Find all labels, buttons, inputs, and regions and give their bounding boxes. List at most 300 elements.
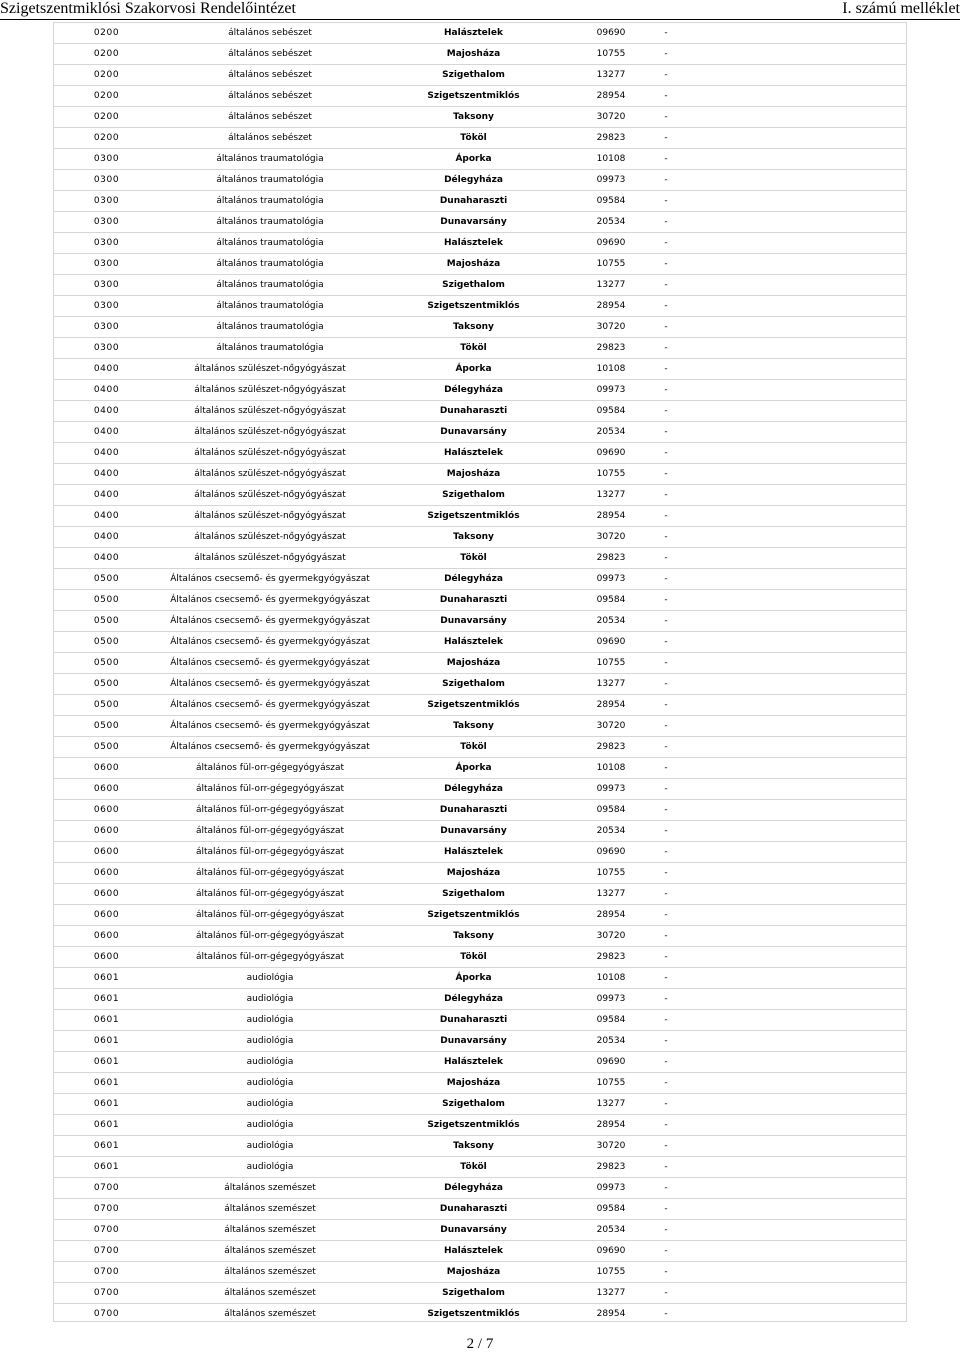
municipality-cell: Szigethalom xyxy=(381,65,566,86)
empty-cell xyxy=(676,170,907,191)
note-cell: - xyxy=(656,779,676,800)
ksh-code-cell: 13277 xyxy=(566,485,656,506)
note-cell: - xyxy=(656,884,676,905)
note-cell: - xyxy=(656,212,676,233)
specialty-code-cell: 0300 xyxy=(54,212,159,233)
note-cell: - xyxy=(656,905,676,926)
note-cell: - xyxy=(656,149,676,170)
empty-cell xyxy=(676,737,907,758)
ksh-code-cell: 09973 xyxy=(566,779,656,800)
note-cell: - xyxy=(656,380,676,401)
table-row xyxy=(54,149,907,170)
ksh-code-cell: 09973 xyxy=(566,380,656,401)
specialty-code-cell: 0500 xyxy=(54,653,159,674)
municipality-cell: Majosháza xyxy=(381,1262,566,1283)
specialty-code-cell: 0400 xyxy=(54,548,159,569)
note-cell: - xyxy=(656,86,676,107)
empty-cell xyxy=(676,632,907,653)
note-cell: - xyxy=(656,863,676,884)
empty-cell xyxy=(676,716,907,737)
ksh-code-cell: 30720 xyxy=(566,107,656,128)
ksh-code-cell: 09690 xyxy=(566,23,656,44)
municipality-cell: Dunaharaszti xyxy=(381,1199,566,1220)
specialty-code-cell: 0600 xyxy=(54,926,159,947)
empty-cell xyxy=(676,905,907,926)
municipality-cell: Szigethalom xyxy=(381,485,566,506)
ksh-code-cell: 20534 xyxy=(566,1220,656,1241)
ksh-code-cell: 20534 xyxy=(566,212,656,233)
specialty-name-cell: általános szülészet-nőgyógyászat xyxy=(159,401,381,422)
header-rule xyxy=(0,19,960,20)
specialty-name-cell: Általános csecsemő- és gyermekgyógyászat xyxy=(159,716,381,737)
table-row xyxy=(54,632,907,653)
empty-cell xyxy=(676,1199,907,1220)
specialty-name-cell: általános fül-orr-gégegyógyászat xyxy=(159,842,381,863)
specialty-code-cell: 0300 xyxy=(54,149,159,170)
table-row xyxy=(54,758,907,779)
ksh-code-cell: 09690 xyxy=(566,842,656,863)
empty-cell xyxy=(676,1073,907,1094)
specialty-name-cell: általános sebészet xyxy=(159,86,381,107)
specialty-name-cell: általános traumatológia xyxy=(159,254,381,275)
empty-cell xyxy=(676,23,907,44)
table-row xyxy=(54,128,907,149)
ksh-code-cell: 28954 xyxy=(566,86,656,107)
specialty-name-cell: általános traumatológia xyxy=(159,317,381,338)
specialty-code-cell: 0601 xyxy=(54,989,159,1010)
note-cell: - xyxy=(656,674,676,695)
ksh-code-cell: 09690 xyxy=(566,1052,656,1073)
empty-cell xyxy=(676,233,907,254)
municipality-cell: Délegyháza xyxy=(381,779,566,800)
specialty-name-cell: audiológia xyxy=(159,1052,381,1073)
note-cell: - xyxy=(656,485,676,506)
empty-cell xyxy=(676,1283,907,1304)
specialty-code-cell: 0600 xyxy=(54,905,159,926)
ksh-code-cell: 13277 xyxy=(566,884,656,905)
municipality-cell: Taksony xyxy=(381,1136,566,1157)
specialty-code-cell: 0400 xyxy=(54,464,159,485)
specialty-name-cell: Általános csecsemő- és gyermekgyógyászat xyxy=(159,632,381,653)
specialty-name-cell: általános fül-orr-gégegyógyászat xyxy=(159,758,381,779)
municipality-cell: Majosháza xyxy=(381,653,566,674)
ksh-code-cell: 13277 xyxy=(566,65,656,86)
specialty-name-cell: általános traumatológia xyxy=(159,233,381,254)
ksh-code-cell: 09584 xyxy=(566,1010,656,1031)
ksh-code-cell: 13277 xyxy=(566,1283,656,1304)
specialty-name-cell: általános szemészet xyxy=(159,1220,381,1241)
specialty-code-cell: 0600 xyxy=(54,821,159,842)
note-cell: - xyxy=(656,233,676,254)
note-cell: - xyxy=(656,65,676,86)
note-cell: - xyxy=(656,443,676,464)
table-row xyxy=(54,926,907,947)
ksh-code-cell: 29823 xyxy=(566,338,656,359)
ksh-code-cell: 29823 xyxy=(566,548,656,569)
note-cell: - xyxy=(656,359,676,380)
table-row xyxy=(54,1241,907,1262)
ksh-code-cell: 13277 xyxy=(566,674,656,695)
specialty-code-cell: 0601 xyxy=(54,1010,159,1031)
ksh-code-cell: 30720 xyxy=(566,926,656,947)
specialty-name-cell: általános szülészet-nőgyógyászat xyxy=(159,464,381,485)
empty-cell xyxy=(676,968,907,989)
table-row xyxy=(54,1220,907,1241)
ksh-code-cell: 20534 xyxy=(566,422,656,443)
municipality-cell: Szigetszentmiklós xyxy=(381,1304,566,1323)
table-row xyxy=(54,989,907,1010)
note-cell: - xyxy=(656,1241,676,1262)
municipality-cell: Majosháza xyxy=(381,254,566,275)
municipality-cell: Áporka xyxy=(381,968,566,989)
specialty-code-cell: 0400 xyxy=(54,443,159,464)
specialty-code-cell: 0300 xyxy=(54,338,159,359)
empty-cell xyxy=(676,128,907,149)
table-row xyxy=(54,527,907,548)
note-cell: - xyxy=(656,191,676,212)
municipality-cell: Halásztelek xyxy=(381,233,566,254)
specialty-name-cell: általános fül-orr-gégegyógyászat xyxy=(159,863,381,884)
empty-cell xyxy=(676,800,907,821)
municipality-cell: Szigethalom xyxy=(381,674,566,695)
note-cell: - xyxy=(656,338,676,359)
municipality-cell: Tököl xyxy=(381,737,566,758)
specialty-name-cell: általános traumatológia xyxy=(159,275,381,296)
note-cell: - xyxy=(656,989,676,1010)
specialty-code-cell: 0500 xyxy=(54,674,159,695)
table-row xyxy=(54,23,907,44)
table-row xyxy=(54,65,907,86)
ksh-code-cell: 10755 xyxy=(566,254,656,275)
municipality-cell: Halásztelek xyxy=(381,632,566,653)
ksh-code-cell: 09584 xyxy=(566,590,656,611)
note-cell: - xyxy=(656,758,676,779)
specialty-code-cell: 0500 xyxy=(54,737,159,758)
empty-cell xyxy=(676,485,907,506)
specialty-code-cell: 0300 xyxy=(54,317,159,338)
specialty-code-cell: 0400 xyxy=(54,527,159,548)
note-cell: - xyxy=(656,716,676,737)
ksh-code-cell: 28954 xyxy=(566,506,656,527)
specialty-code-cell: 0601 xyxy=(54,1052,159,1073)
specialty-code-cell: 0300 xyxy=(54,254,159,275)
table-row xyxy=(54,1178,907,1199)
municipality-cell: Áporka xyxy=(381,359,566,380)
table-row xyxy=(54,107,907,128)
specialty-name-cell: audiológia xyxy=(159,1136,381,1157)
table-row xyxy=(54,821,907,842)
empty-cell xyxy=(676,1241,907,1262)
empty-cell xyxy=(676,317,907,338)
ksh-code-cell: 10755 xyxy=(566,653,656,674)
table-row xyxy=(54,1031,907,1052)
municipality-cell: Szigetszentmiklós xyxy=(381,905,566,926)
table-row xyxy=(54,863,907,884)
specialty-code-cell: 0500 xyxy=(54,695,159,716)
specialty-name-cell: általános szemészet xyxy=(159,1304,381,1323)
ksh-code-cell: 13277 xyxy=(566,275,656,296)
note-cell: - xyxy=(656,401,676,422)
empty-cell xyxy=(676,275,907,296)
table-row xyxy=(54,1157,907,1178)
ksh-code-cell: 20534 xyxy=(566,1031,656,1052)
specialty-code-cell: 0600 xyxy=(54,800,159,821)
municipality-cell: Taksony xyxy=(381,716,566,737)
table-row xyxy=(54,779,907,800)
specialty-code-cell: 0700 xyxy=(54,1262,159,1283)
specialty-name-cell: általános fül-orr-gégegyógyászat xyxy=(159,926,381,947)
table-row xyxy=(54,401,907,422)
table-row xyxy=(54,1262,907,1283)
specialty-name-cell: Általános csecsemő- és gyermekgyógyászat xyxy=(159,674,381,695)
table-row xyxy=(54,1052,907,1073)
municipality-cell: Délegyháza xyxy=(381,380,566,401)
empty-cell xyxy=(676,86,907,107)
table-row xyxy=(54,947,907,968)
note-cell: - xyxy=(656,422,676,443)
specialty-code-cell: 0400 xyxy=(54,485,159,506)
municipality-cell: Halásztelek xyxy=(381,842,566,863)
ksh-code-cell: 29823 xyxy=(566,1157,656,1178)
empty-cell xyxy=(676,254,907,275)
specialty-code-cell: 0700 xyxy=(54,1199,159,1220)
note-cell: - xyxy=(656,1094,676,1115)
specialty-name-cell: általános szülészet-nőgyógyászat xyxy=(159,485,381,506)
specialty-name-cell: audiológia xyxy=(159,1010,381,1031)
page-header xyxy=(0,0,960,19)
empty-cell xyxy=(676,380,907,401)
annex-label: I. számú melléklet xyxy=(842,0,960,17)
ksh-code-cell: 29823 xyxy=(566,128,656,149)
specialty-code-cell: 0300 xyxy=(54,296,159,317)
municipality-cell: Délegyháza xyxy=(381,989,566,1010)
ksh-code-cell: 28954 xyxy=(566,1115,656,1136)
table-row xyxy=(54,737,907,758)
specialty-name-cell: audiológia xyxy=(159,968,381,989)
empty-cell xyxy=(676,1157,907,1178)
empty-cell xyxy=(676,1178,907,1199)
municipality-cell: Szigetszentmiklós xyxy=(381,86,566,107)
note-cell: - xyxy=(656,695,676,716)
specialty-name-cell: általános fül-orr-gégegyógyászat xyxy=(159,800,381,821)
note-cell: - xyxy=(656,527,676,548)
ksh-code-cell: 09973 xyxy=(566,1178,656,1199)
note-cell: - xyxy=(656,1262,676,1283)
specialty-code-cell: 0300 xyxy=(54,275,159,296)
specialty-code-cell: 0200 xyxy=(54,44,159,65)
municipality-cell: Taksony xyxy=(381,527,566,548)
empty-cell xyxy=(676,149,907,170)
specialty-name-cell: audiológia xyxy=(159,989,381,1010)
specialty-name-cell: általános szülészet-nőgyógyászat xyxy=(159,506,381,527)
table-row xyxy=(54,464,907,485)
empty-cell xyxy=(676,506,907,527)
specialty-code-cell: 0600 xyxy=(54,779,159,800)
table-row xyxy=(54,170,907,191)
municipality-cell: Dunaharaszti xyxy=(381,191,566,212)
empty-cell xyxy=(676,1220,907,1241)
ksh-code-cell: 20534 xyxy=(566,821,656,842)
note-cell: - xyxy=(656,1304,676,1323)
specialty-name-cell: általános szemészet xyxy=(159,1199,381,1220)
municipality-cell: Áporka xyxy=(381,758,566,779)
ksh-code-cell: 10108 xyxy=(566,968,656,989)
empty-cell xyxy=(676,464,907,485)
note-cell: - xyxy=(656,170,676,191)
note-cell: - xyxy=(656,107,676,128)
empty-cell xyxy=(676,653,907,674)
table-row xyxy=(54,296,907,317)
table-row xyxy=(54,44,907,65)
empty-cell xyxy=(676,548,907,569)
municipality-cell: Majosháza xyxy=(381,464,566,485)
empty-cell xyxy=(676,884,907,905)
municipality-cell: Délegyháza xyxy=(381,569,566,590)
table-row xyxy=(54,212,907,233)
note-cell: - xyxy=(656,569,676,590)
empty-cell xyxy=(676,527,907,548)
table-row xyxy=(54,443,907,464)
municipality-cell: Áporka xyxy=(381,149,566,170)
specialty-name-cell: általános szülészet-nőgyógyászat xyxy=(159,422,381,443)
municipality-cell: Taksony xyxy=(381,926,566,947)
note-cell: - xyxy=(656,653,676,674)
empty-cell xyxy=(676,758,907,779)
empty-cell xyxy=(676,212,907,233)
specialty-name-cell: általános szülészet-nőgyógyászat xyxy=(159,443,381,464)
specialty-name-cell: általános traumatológia xyxy=(159,338,381,359)
institution-title: Szigetszentmiklósi Szakorvosi Rendelőintézet xyxy=(0,0,296,17)
ksh-code-cell: 28954 xyxy=(566,905,656,926)
specialty-name-cell: általános fül-orr-gégegyógyászat xyxy=(159,779,381,800)
ksh-code-cell: 10108 xyxy=(566,359,656,380)
specialty-name-cell: általános sebészet xyxy=(159,107,381,128)
municipality-cell: Dunaharaszti xyxy=(381,590,566,611)
specialty-code-cell: 0500 xyxy=(54,632,159,653)
specialty-code-cell: 0600 xyxy=(54,863,159,884)
ksh-code-cell: 10755 xyxy=(566,1262,656,1283)
ksh-code-cell: 09584 xyxy=(566,800,656,821)
specialty-name-cell: általános szülészet-nőgyógyászat xyxy=(159,380,381,401)
specialty-name-cell: Általános csecsemő- és gyermekgyógyászat xyxy=(159,695,381,716)
specialty-code-cell: 0601 xyxy=(54,1094,159,1115)
specialty-code-cell: 0500 xyxy=(54,611,159,632)
table-row xyxy=(54,338,907,359)
ksh-code-cell: 30720 xyxy=(566,1136,656,1157)
specialty-name-cell: általános fül-orr-gégegyógyászat xyxy=(159,821,381,842)
municipality-cell: Halásztelek xyxy=(381,1241,566,1262)
specialty-code-cell: 0601 xyxy=(54,1136,159,1157)
ksh-code-cell: 30720 xyxy=(566,527,656,548)
specialty-code-cell: 0200 xyxy=(54,107,159,128)
specialty-name-cell: audiológia xyxy=(159,1073,381,1094)
empty-cell xyxy=(676,338,907,359)
specialty-name-cell: általános szemészet xyxy=(159,1262,381,1283)
specialty-code-cell: 0400 xyxy=(54,422,159,443)
table-row xyxy=(54,590,907,611)
note-cell: - xyxy=(656,926,676,947)
municipality-cell: Dunavarsány xyxy=(381,821,566,842)
table-row xyxy=(54,968,907,989)
municipality-cell: Dunavarsány xyxy=(381,422,566,443)
empty-cell xyxy=(676,359,907,380)
empty-cell xyxy=(676,779,907,800)
specialty-code-cell: 0300 xyxy=(54,170,159,191)
empty-cell xyxy=(676,842,907,863)
table-row xyxy=(54,1073,907,1094)
note-cell: - xyxy=(656,548,676,569)
table-row xyxy=(54,611,907,632)
municipality-cell: Halásztelek xyxy=(381,23,566,44)
note-cell: - xyxy=(656,1115,676,1136)
specialty-code-cell: 0600 xyxy=(54,842,159,863)
municipality-cell: Dunaharaszti xyxy=(381,401,566,422)
empty-cell xyxy=(676,821,907,842)
empty-cell xyxy=(676,107,907,128)
municipality-cell: Szigethalom xyxy=(381,275,566,296)
ksh-code-cell: 28954 xyxy=(566,296,656,317)
empty-cell xyxy=(676,1304,907,1323)
specialty-name-cell: általános traumatológia xyxy=(159,191,381,212)
table-row xyxy=(54,1094,907,1115)
specialty-code-cell: 0400 xyxy=(54,506,159,527)
ksh-code-cell: 09690 xyxy=(566,632,656,653)
municipality-cell: Majosháza xyxy=(381,1073,566,1094)
empty-cell xyxy=(676,926,907,947)
table-row xyxy=(54,674,907,695)
specialty-code-cell: 0200 xyxy=(54,65,159,86)
table-row xyxy=(54,548,907,569)
page-number: 2 / 7 xyxy=(466,1336,494,1352)
ksh-code-cell: 09584 xyxy=(566,401,656,422)
ksh-code-cell: 29823 xyxy=(566,947,656,968)
empty-cell xyxy=(676,1052,907,1073)
note-cell: - xyxy=(656,1136,676,1157)
ksh-code-cell: 30720 xyxy=(566,716,656,737)
municipality-cell: Délegyháza xyxy=(381,170,566,191)
specialty-name-cell: általános szemészet xyxy=(159,1178,381,1199)
note-cell: - xyxy=(656,737,676,758)
specialty-name-cell: általános fül-orr-gégegyógyászat xyxy=(159,947,381,968)
specialty-name-cell: általános fül-orr-gégegyógyászat xyxy=(159,905,381,926)
ksh-code-cell: 10755 xyxy=(566,863,656,884)
municipality-cell: Dunaharaszti xyxy=(381,800,566,821)
specialty-code-cell: 0200 xyxy=(54,23,159,44)
empty-cell xyxy=(676,695,907,716)
ksh-code-cell: 20534 xyxy=(566,611,656,632)
specialty-name-cell: audiológia xyxy=(159,1094,381,1115)
note-cell: - xyxy=(656,254,676,275)
specialty-name-cell: általános szülészet-nőgyógyászat xyxy=(159,359,381,380)
empty-cell xyxy=(676,1115,907,1136)
specialty-code-cell: 0700 xyxy=(54,1283,159,1304)
table-row xyxy=(54,905,907,926)
specialty-code-cell: 0500 xyxy=(54,569,159,590)
empty-cell xyxy=(676,191,907,212)
municipality-cell: Halásztelek xyxy=(381,1052,566,1073)
table-row xyxy=(54,800,907,821)
table-body xyxy=(54,23,907,1322)
note-cell: - xyxy=(656,23,676,44)
note-cell: - xyxy=(656,506,676,527)
specialty-code-cell: 0500 xyxy=(54,590,159,611)
table-row xyxy=(54,191,907,212)
empty-cell xyxy=(676,590,907,611)
specialty-code-cell: 0700 xyxy=(54,1241,159,1262)
municipality-cell: Szigetszentmiklós xyxy=(381,506,566,527)
table-row xyxy=(54,317,907,338)
ksh-code-cell: 09973 xyxy=(566,989,656,1010)
